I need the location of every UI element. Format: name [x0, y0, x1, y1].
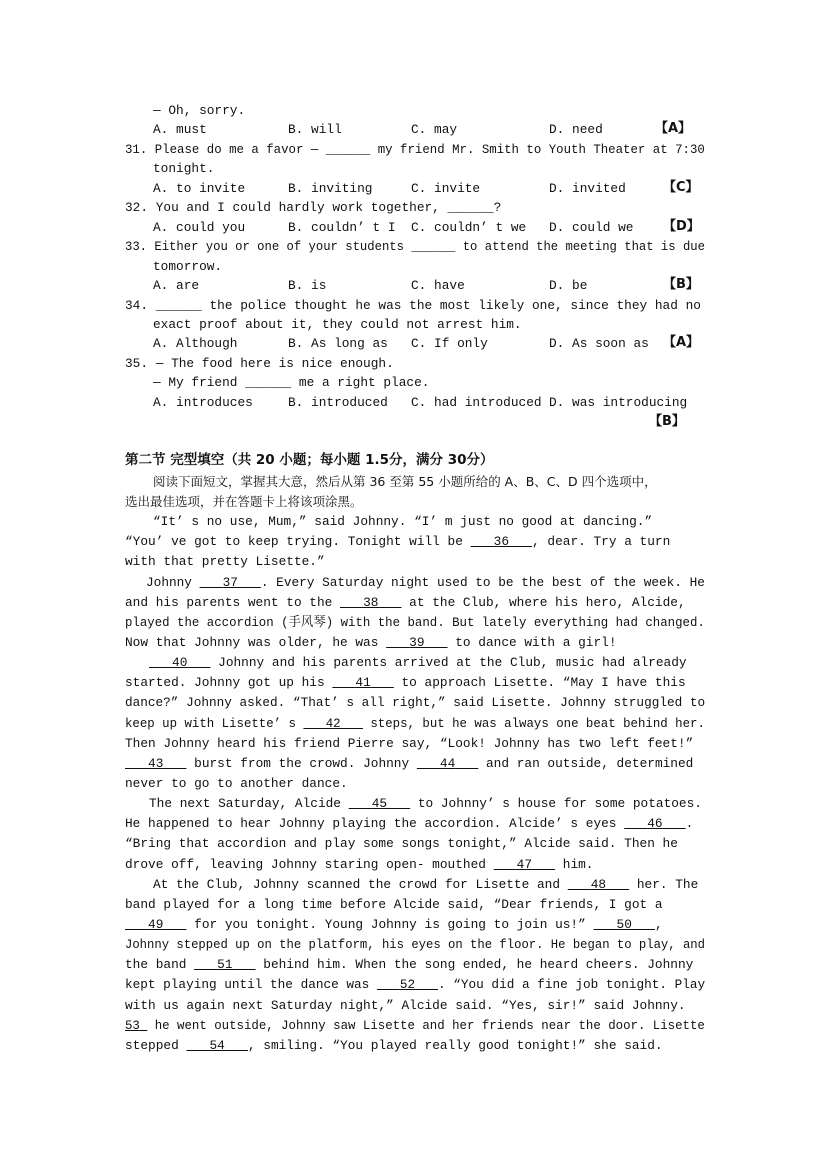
passage-line: started. Johnny got up his 41 to approach Lisette. “May I have this [125, 675, 686, 690]
q35-stem-line2: — My friend ______ me a right place. [153, 375, 430, 390]
passage-line: never to go to another dance. [125, 776, 348, 791]
blank-38: 38 [363, 595, 379, 610]
q32-option-d: D. could we [549, 220, 634, 235]
blank-51: 51 [217, 957, 233, 972]
passage-line: the band 51 behind him. When the song ended, he heard cheers. Johnny [125, 957, 694, 972]
q34-option-a: A. Although [153, 336, 238, 351]
passage-line: 49 for you tonight. Young Johnny is going to join us!” 50 , [125, 917, 663, 933]
q35-option-b: B. introduced [288, 395, 388, 410]
q35-answer: 【B】 [649, 414, 685, 429]
q33-stem-line2: tomorrow. [153, 259, 223, 274]
q31-answer: 【C】 [663, 180, 699, 195]
q33-stem-line1: 33. Either you or one of your students ______ to attend the meeting that is due [125, 239, 705, 254]
q30-option-a: A. must [153, 122, 207, 137]
blank-43: 43 [148, 756, 164, 771]
passage-line: with that pretty Lisette.” [125, 554, 325, 569]
blank-54: 54 [209, 1038, 225, 1053]
q34-option-b: B. As long as [288, 336, 388, 351]
blank-45: 45 [371, 796, 388, 811]
passage-line: drove off, leaving Johnny staring open- mouthed 47 him. [125, 857, 594, 872]
q31-stem-line2: tonight. [153, 161, 215, 176]
q35-stem-line1: 35. — The food here is nice enough. [125, 356, 394, 371]
blank-49: 49 [148, 917, 164, 932]
passage-line: Now that Johnny was older, he was 39 to dance with a girl! [125, 635, 617, 650]
blank-52: 52 [399, 977, 416, 992]
blank-42: 42 [325, 716, 341, 731]
blank-37: 37 [222, 575, 238, 590]
passage-line: played the accordion (手风琴) with the band. But lately everything had changed. [125, 615, 705, 630]
q33-option-b: B. is [288, 278, 327, 293]
blank-39: 39 [409, 635, 425, 650]
q32-answer: 【D】 [663, 219, 700, 234]
section-heading: 第二节 完型填空（共 20 小题；每小题 1.5分，满分 30分） [125, 452, 494, 468]
passage-line: Johnny stepped up on the platform, his eyes on the floor. He began to play, and [125, 937, 705, 952]
passage-line: stepped 54 , smiling. “You played really good tonight!” she said. [125, 1038, 663, 1053]
q32-stem: 32. You and I could hardly work together, ______? [125, 200, 502, 215]
q31-option-a: A. to invite [153, 181, 246, 196]
passage-line: Then Johnny heard his friend Pierre say, “Look! Johnny has two left feet!” [125, 736, 694, 751]
section-instruction-line1: 阅读下面短文，掌握其大意，然后从第 36 至第 55 小题所给的 A、B、C、D 四个选项中， [153, 474, 657, 489]
q30-answer: 【A】 [655, 121, 692, 136]
blank-47: 47 [516, 857, 533, 872]
q35-option-c: C. had introduced [411, 395, 542, 410]
passage-line: 40 Johnny and his parents arrived at the Club, music had already [149, 655, 687, 671]
blank-41: 41 [355, 675, 371, 690]
q31-option-c: C. invite [411, 181, 481, 196]
q32-option-c: C. couldn’ t we [411, 220, 527, 235]
blank-44: 44 [439, 756, 456, 771]
passage-line: 43 burst from the crowd. Johnny 44 and ran outside, determined [125, 756, 693, 772]
q30-reply: — Oh, sorry. [153, 103, 246, 118]
passage-line: “Bring that accordion and play some songs tonight,” Alcide said. Then he [125, 836, 678, 851]
q33-answer: 【B】 [663, 277, 699, 292]
passage-line: “You’ ve got to keep trying. Tonight will be 36 , dear. Try a turn [125, 534, 671, 549]
passage-line: kept playing until the dance was 52 . “You did a fine job tonight. Play [125, 977, 706, 992]
q33-option-a: A. are [153, 278, 200, 293]
q32-option-a: A. could you [153, 220, 246, 235]
q35-option-d: D. was introducing [549, 395, 688, 410]
passage-line: He happened to hear Johnny playing the accordion. Alcide’ s eyes 46 . [125, 816, 694, 831]
passage-line: band played for a long time before Alcide said, “Dear friends, I got a [125, 897, 663, 912]
passage-line: Johnny 37 . Every Saturday night used to be the best of the week. He [146, 575, 705, 590]
passage-line: At the Club, Johnny scanned the crowd for Lisette and 48 her. The [153, 877, 699, 892]
q34-option-c: C. If only [411, 336, 488, 351]
passage-line: keep up with Lisette’ s 42 steps, but he was always one beat behind her. [125, 716, 705, 731]
passage-line: “It’ s no use, Mum,” said Johnny. “I’ m just no good at dancing.” [153, 514, 653, 529]
q31-option-d: D. invited [549, 181, 626, 196]
blank-53: 53 [125, 1018, 140, 1033]
blank-50: 50 [616, 917, 632, 932]
passage-line: with us again next Saturday night,” Alcide said. “Yes, sir!” said Johnny. [125, 998, 686, 1013]
blank-46: 46 [647, 816, 663, 831]
blank-36: 36 [493, 534, 509, 549]
q33-option-c: C. have [411, 278, 465, 293]
blank-40: 40 [172, 655, 188, 670]
passage-line: dance?” Johnny asked. “That’ s all right,” said Lisette. Johnny struggled to [125, 695, 706, 710]
q30-option-c: C. may [411, 122, 458, 137]
q30-option-b: B. will [288, 122, 342, 137]
section-instruction-line2: 选出最佳选项，并在答题卡上将该项涂黑。 [125, 494, 363, 509]
q35-option-a: A. introduces [153, 395, 253, 410]
q34-option-d: D. As soon as [549, 336, 649, 351]
blank-48: 48 [590, 877, 607, 892]
q34-stem-line2: exact proof about it, they could not arrest him. [153, 317, 522, 332]
q31-stem-line1: 31. Please do me a favor — ______ my friend Mr. Smith to Youth Theater at 7:30 [125, 142, 705, 157]
passage-line: and his parents went to the 38 at the Club, where his hero, Alcide, [125, 595, 686, 610]
q31-option-b: B. inviting [288, 181, 373, 196]
q33-option-d: D. be [549, 278, 588, 293]
q34-answer: 【A】 [663, 335, 700, 350]
q34-stem-line1: 34. ______ the police thought he was the most likely one, since they had no [125, 298, 701, 313]
q32-option-b: B. couldn’ t I [288, 220, 396, 235]
q30-option-d: D. need [549, 122, 603, 137]
passage-line: 53 he went outside, Johnny saw Lisette and her friends near the door. Lisette [125, 1018, 705, 1033]
passage-line: The next Saturday, Alcide 45 to Johnny’ s house for some potatoes. [149, 796, 702, 811]
